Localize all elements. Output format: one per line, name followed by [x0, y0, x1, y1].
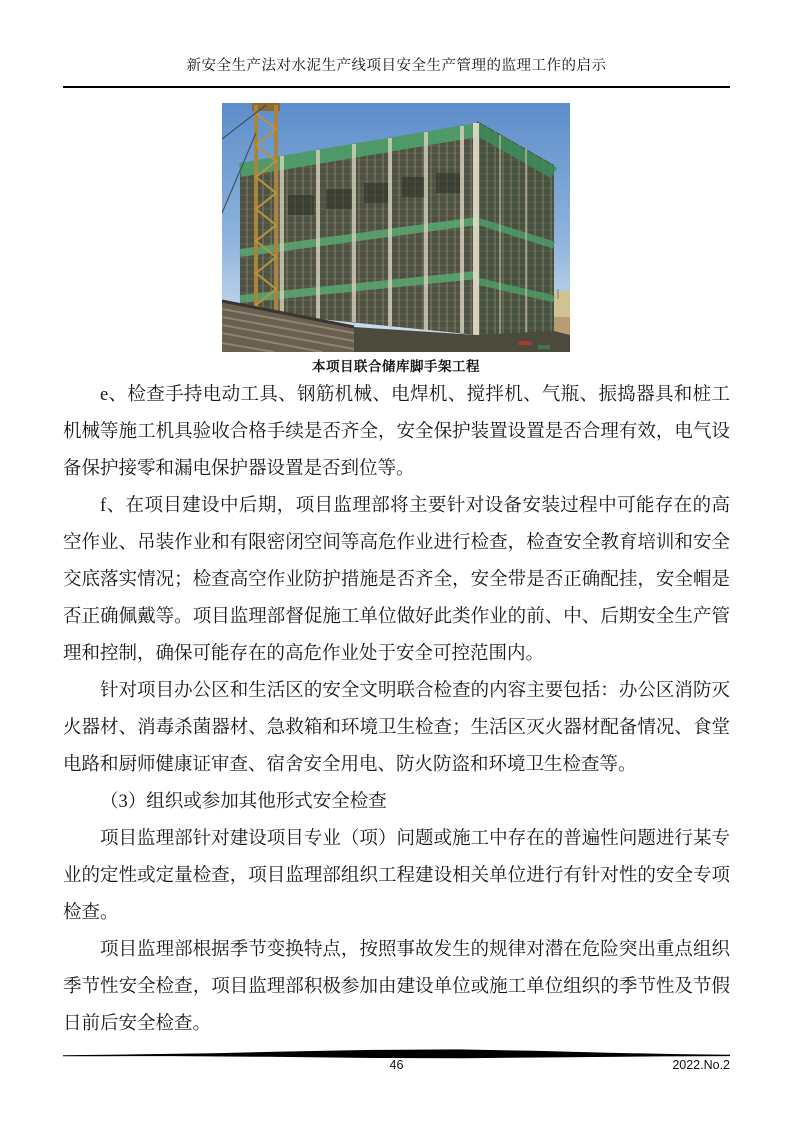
body-paragraph: 项目监理部根据季节变换特点，按照事故发生的规律对潜在危险突出重点组织季节性安全检查，项目监理部积极参加由建设单位或施工单位组织的季节性及节假日前后安全检查。 [63, 940, 730, 1034]
body-paragraph: 针对项目办公区和生活区的安全文明联合检查的内容主要包括：办公区消防灭火器材、消毒杀菌器材、急救箱和环境卫生检查；生活区灭火器材配备情况、食堂电路和厨师健康证审查、宿舍安全用电、防火防盗和环境卫生检查等。 [63, 681, 730, 775]
page-number: 46 [389, 1058, 404, 1072]
footer-divider [63, 1046, 730, 1056]
construction-photo [222, 103, 570, 352]
body-content [63, 377, 730, 1043]
section-heading: （3）组织或参加其他形式安全检查 [100, 792, 387, 812]
body-paragraph: e、检查手持电动工具、钢筋机械、电焊机、搅拌机、气瓶、振捣器具和桩工机械等施工机具验收合格手续是否齐全，安全保护装置设置是否合理有效，电气设备保护接零和漏电保护器设置是否到位等。 [63, 385, 730, 479]
issue-number: 2022.No.2 [672, 1058, 730, 1072]
figure-caption: 本项目联合储库脚手架工程 [312, 359, 480, 374]
header-divider [63, 86, 730, 88]
figure [222, 103, 570, 376]
body-paragraph: f、在项目建设中后期，项目监理部将主要针对设备安装过程中可能存在的高空作业、吊装作业和有限密闭空间等高危作业进行检查，检查安全教育培训和安全交底落实情况；检查高空作业防护措施是否齐全，安全带是否正确配挂，安全帽是否正确佩戴等。项目监理部督促施工单位做好此类作业的前、中、后期安全生产管理和控制，确保可能存在的高危作业处于安全可控范围内。 [63, 496, 730, 664]
page-header-title: 新安全生产法对水泥生产线项目安全生产管理的监理工作的启示 [186, 58, 607, 74]
body-paragraph: 项目监理部针对建设项目专业（项）问题或施工中存在的普遍性问题进行某专业的定性或定量检查，项目监理部组织工程建设相关单位进行有针对性的安全专项检查。 [63, 829, 730, 923]
